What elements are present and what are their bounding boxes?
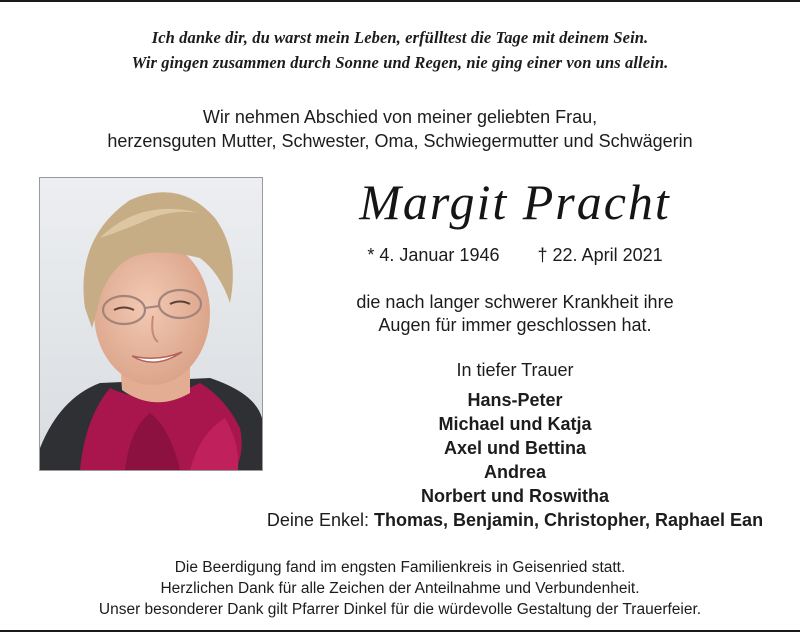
footer-line-2: Herzlichen Dank für alle Zeichen der Anteilnahme und Verbundenheit. (160, 580, 640, 597)
grandchildren-label: Deine Enkel: (266, 510, 369, 530)
footer-line-3: Unser besonderer Dank gilt Pfarrer Dinkel für die würdevolle Gestaltung der Trauerfeier. (98, 601, 702, 618)
life-dates (300, 245, 730, 266)
portrait-photo (39, 177, 263, 471)
mourner-name: Axel und Bettina (443, 438, 586, 458)
message-line-2: Augen für immer geschlossen hat. (378, 315, 652, 335)
footer-line-1: Die Beerdigung fand im engsten Familienkreis in Geisenried statt. (174, 559, 626, 576)
intro-line-2: herzensguten Mutter, Schwester, Oma, Schwiegermutter und Schwägerin (107, 131, 693, 151)
mourner-name: Hans-Peter (467, 390, 563, 410)
grandchildren-line (230, 510, 800, 531)
mourner-name: Michael und Katja (438, 414, 592, 434)
mourning-heading: In tiefer Trauer (456, 360, 574, 380)
verse-line-1: Ich danke dir, du warst mein Leben, erfülltest die Tage mit deinem Sein. (151, 28, 649, 47)
deceased-name: Margit Pracht (359, 174, 671, 230)
intro-line-1: Wir nehmen Abschied von meiner geliebten Frau, (202, 107, 598, 127)
mourner-name: Norbert und Roswitha (421, 486, 609, 506)
grandchildren-names: Thomas, Benjamin, Christopher, Raphael Ean (373, 510, 764, 530)
verse-line-2: Wir gingen zusammen durch Sonne und Regen, nie ging einer von uns allein. (131, 53, 669, 72)
message-line-1: die nach langer schwerer Krankheit ihre (356, 292, 674, 312)
mourner-name: Andrea (483, 462, 546, 482)
death-date: † 22. April 2021 (537, 245, 663, 265)
birth-date: * 4. Januar 1946 (367, 245, 500, 265)
